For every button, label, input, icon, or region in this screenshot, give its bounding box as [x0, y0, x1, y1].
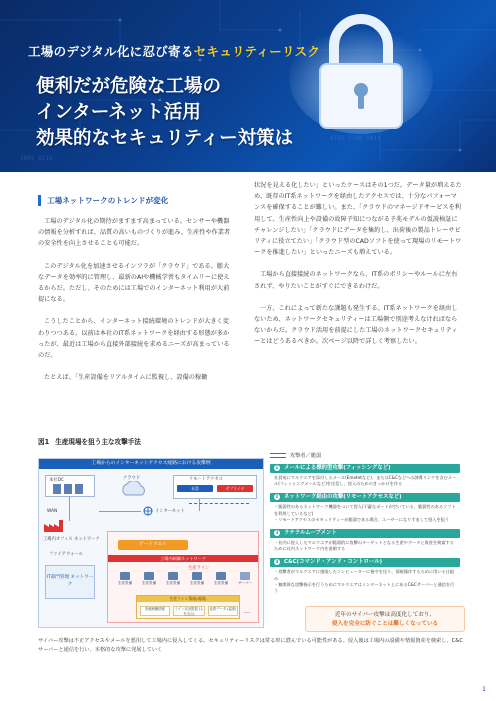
threat-item — [270, 464, 460, 487]
server-icon — [53, 484, 83, 494]
prodline-label: 生産ライン — [188, 566, 210, 571]
threat-item — [270, 529, 460, 552]
threat-title-text: メールによる標的型攻撃(フィッシングなど) — [284, 465, 391, 471]
factory-network-zone — [107, 531, 259, 623]
device-label: 生産設備 — [189, 581, 205, 585]
hq-dc-label: 本社DC — [49, 478, 64, 483]
globe-icon — [143, 506, 153, 516]
threat-title — [270, 493, 460, 502]
svg-text:0101 1100 0011: 0101 1100 0011 — [330, 135, 381, 142]
employee-tag: 社員 — [177, 485, 213, 492]
server-icon — [240, 572, 250, 580]
machine-icon — [120, 572, 130, 580]
prod-cell: 品質データ (温度) — [208, 606, 238, 616]
machine-icon — [168, 572, 178, 580]
gateway-box: ゲートウエイ — [118, 540, 188, 550]
threat-number: 4 — [275, 558, 279, 564]
title-line-1: 便利だが危険な工場の — [36, 76, 222, 97]
hero-kicker — [28, 42, 320, 60]
production-line-info — [136, 595, 240, 619]
threat-description: ・脆弱性のあるネットワーク機器をついて侵入(不審なポートが空いている、脆弱性のあるソフトを利用しているなど) ・リモートアクセスのセキュリティーが脆弱である場合、ユーザーになりすまして侵入を狙う — [274, 504, 456, 522]
device-3 — [162, 572, 184, 586]
threat-title — [270, 464, 460, 473]
device-label: 生産設備 — [213, 581, 229, 585]
threat-list — [270, 464, 460, 600]
device-4 — [186, 572, 208, 586]
attack-legend-label: 攻撃者／脆弱 — [290, 453, 322, 459]
padlock-icon — [286, 6, 436, 136]
page-number: 1 — [482, 686, 486, 693]
supplier-tag: サプライヤ — [217, 485, 253, 492]
network-diagram — [38, 458, 264, 628]
threat-title-text: ラテラルムーブメント — [284, 530, 337, 537]
factory-office-label: 工場内オフィス ネットワーク — [43, 537, 100, 542]
figure-note: サイバー攻撃は不正アクセスやメールを悪用して工場内に侵入してくる。セキュリティーリスクは常る形に潜んでいる可能性がある。侵入後は工場内の設備や情報資産を検索し、C&Cサーバーと通信を行い、本格的な攻撃に発展していく — [38, 638, 463, 653]
prod-cell: 設備稼働情報 — [140, 606, 170, 616]
left-column — [38, 195, 234, 394]
hero-banner — [0, 0, 496, 172]
hero-kicker-main: 工場のデジタル化に忍び寄る — [28, 44, 194, 59]
callout-box — [305, 606, 465, 632]
threat-item — [270, 493, 460, 523]
threat-title-text: ネットワーク経由の攻撃(リモートアクセスなど) — [284, 494, 402, 501]
threat-title-text: C&C(コマンド・アンド・コントロール) — [284, 559, 383, 566]
machine-icon — [216, 572, 226, 580]
device-6 — [234, 572, 256, 586]
device-label: 生産設備 — [165, 581, 181, 585]
threat-description: 社員宛にマルウエアを添付したメール(Emotetなど)、またはC&Cなどへの誘導リンクを含むメール(フィッシングメールなど)を送信し、侵入のためのきっかけを作る — [274, 475, 457, 487]
threat-description: ・攻撃者がマルウエアに感染したコンピューターに指令を送り、情報操作するために用いる仕組み ・無関係な攻撃指示を行うためにマルウエアはインターネット上にあるC&Cサーバーと通信を行う — [274, 569, 455, 594]
wan-label: WAN — [47, 509, 58, 514]
body-paragraph: このデジタル化を加速させるインフラが「クラウド」である。膨大なデータを効率的に管理し、最新のAIや機械学習もタイムリーに使えるからだ。ただし、そのためには工場でのインターネット利用が大前提になる。 — [38, 262, 230, 304]
body-paragraph: たとえば、「生産設備をリアルタイムに監視し、設備の稼働 — [44, 374, 208, 382]
threat-number: 3 — [275, 529, 279, 535]
hero-kicker-accent: セキュリティーリスク — [193, 44, 321, 59]
internet-link — [99, 511, 141, 512]
threat-number: 1 — [275, 464, 279, 470]
prodline-info-title: 生産ライン情報(現場) — [137, 596, 239, 602]
machine-icon — [192, 572, 202, 580]
device-5 — [210, 572, 232, 586]
threat-item — [270, 558, 460, 594]
remote-link — [199, 499, 200, 511]
body-paragraph: 工場から直接接続のネットワークなら、IT系のポリシーやルールに左右されず、やりたいことがすぐにできるわけだ。 — [254, 271, 458, 290]
machine-icon — [144, 572, 154, 580]
device-1 — [114, 572, 136, 586]
wan-link — [69, 497, 70, 521]
firewall-label: ファイアウォール — [49, 552, 83, 557]
threat-description: ・社内に侵入したマルウエアが脆弱的に攻撃のターゲットとなる生産やデータと資産を検索するために社内ネットワーク内を徘徊する — [274, 540, 454, 552]
body-paragraph: 一方、これによって新たな課題も発生する。IT系ネットワークを経由しないため、ネットワークセキュリティーは工場側で別途考えなければならないからだ。クラウド活用を前提にした工場のネットワークセキュリティーとはどうあるべきか。次ページ以降で詳しく考察したい。 — [254, 304, 458, 346]
internet-label: インターネット — [155, 509, 185, 514]
figure-number: 図1 — [38, 438, 50, 446]
device-label: サーバー — [237, 581, 253, 585]
section-heading: 工場ネットワークのトレンドが変化 — [38, 195, 234, 206]
cloud-icon — [119, 481, 149, 497]
device-label: 生産設備 — [117, 581, 133, 585]
ellipsis: … — [244, 608, 250, 615]
svg-text:1001 0110: 1001 0110 — [20, 155, 53, 162]
title-line-2: インターネット活用 — [36, 102, 201, 123]
body-paragraph: 状況を見える化したい」といったケースはその1つだ。データ量が増えるため、既存のIT系ネットワークを経由したアクセスでは、十分なパフォーマンスを確保することが難しい。また、「クラウドのマネージドサービスを利用して、生産性向上や設備の故障予知につながる予兆モデルの仮説検証にチャレンジしたい」「クラウドにデータを集約し、出荷後の製品トレーサビリティに役立てたい」「クラウド型のCADソフトを使って現場のリモートワークを推進したい」といったニーズも増えている。 — [254, 182, 462, 257]
attack-path-line — [189, 503, 249, 504]
body-paragraph: 工場のデジタル化の期待がますます高まっている。センサーや機器の情報を分析すれば、品質の高いものづくりが進み、生産性や作業者の安全性を向上させることも可能だ。 — [38, 218, 231, 248]
page-title — [36, 74, 293, 152]
figure-caption — [38, 436, 141, 446]
cloud-label: クラウド — [123, 476, 141, 481]
right-column — [254, 180, 462, 359]
threat-title — [270, 558, 460, 567]
title-line-3: 効果的なセキュリティー対策は — [36, 128, 294, 149]
figure-title: 生産現場を狙う主な攻撃手法 — [55, 438, 141, 446]
callout-line-1: 近年のサイバー攻撃は高度化しており、 — [334, 612, 436, 618]
prod-cell: ライン状況監視 (人を含む) — [174, 607, 204, 616]
threat-title — [270, 529, 460, 538]
it-dept-network: IT部門管理 ネットワーク — [45, 565, 95, 599]
attack-line-swatch — [270, 453, 286, 458]
factory-control-network: 工場内制御ネットワーク — [108, 555, 258, 562]
threat-number: 2 — [275, 493, 279, 499]
body-paragraph: こうしたことから、インターネット接続環境のトレンドが大きく変わりつつある。以前は本社のIT系ネットワークを経由する形態が多かったが、最近は工場から直接外部接続を求めるニーズが高まっているのだ。 — [38, 318, 230, 360]
factory-icon — [43, 519, 65, 533]
device-label: 生産設備 — [141, 581, 157, 585]
attack-legend — [270, 452, 321, 459]
device-2 — [138, 572, 160, 586]
callout-line-2: 侵入を完全に防ぐことは難しくなっている — [331, 621, 439, 627]
remote-access-label: リモートアクセス — [189, 477, 223, 482]
diagram-header: 工場からのインターネットアクセス経路における攻撃例 — [39, 459, 263, 469]
